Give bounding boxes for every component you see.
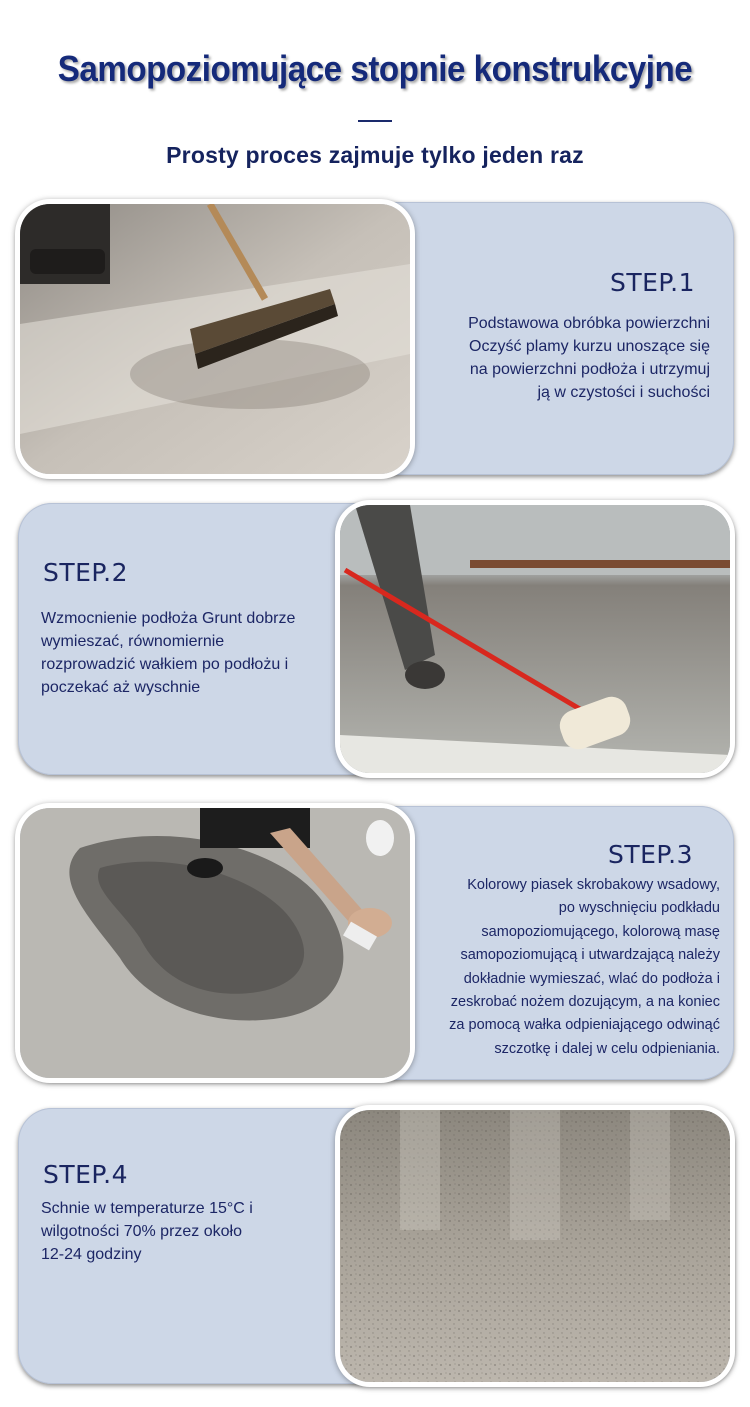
step-3-title: STEP.3 — [608, 840, 693, 869]
step-2-description: Wzmocnienie podłoża Grunt dobrze wymieszać, równomiernie rozprowadzić wałkiem po podłożu i poczekać aż wyschnie — [41, 610, 296, 696]
step-3-photo — [20, 808, 410, 1078]
broom-sweeping-image — [20, 204, 410, 474]
step-1-title: STEP.1 — [610, 268, 695, 297]
step-3-description: Kolorowy piasek skrobakowy wsadowy, po wyschnięciu podkładu samopoziomującego, kolorową masę samopoziomującą i utwardzającą należy dokładnie wymieszać, wlać do podłoża i zeskrobać nożem dozującym, a na koniec za pomocą wałka odpieniającego odwinąć szczotkę i dalej w celu odpieniania. — [449, 877, 720, 1057]
step-2-photo — [340, 505, 730, 773]
finished-floor-image — [340, 1110, 730, 1382]
page-subtitle: Prosty proces zajmuje tylko jeden raz — [166, 142, 584, 168]
step-4-description: Schnie w temperaturze 15°C i wilgotności 70% przez około 12-24 godziny — [41, 1200, 253, 1263]
page-title: Samopoziomujące stopnie konstrukcyjne — [57, 48, 693, 89]
step-4-photo — [340, 1110, 730, 1382]
compound-spreading-image — [20, 808, 410, 1078]
step-4-title: STEP.4 — [43, 1160, 128, 1189]
step-1-description: Podstawowa obróbka powierzchni Oczyść plamy kurzu unoszące się na powierzchni podłoża i utrzymuj ją w czystości i suchości — [468, 315, 710, 401]
step-1-photo — [20, 204, 410, 474]
step-2-title: STEP.2 — [43, 558, 128, 587]
title-divider — [358, 120, 392, 122]
primer-rolling-image — [340, 505, 730, 773]
